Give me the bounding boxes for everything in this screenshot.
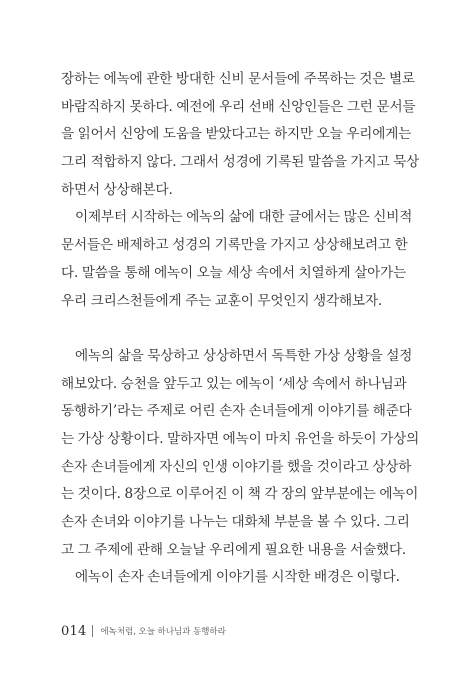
body-line: 에녹이 손자 손녀들에게 이야기를 시작한 배경은 이렇다. — [75, 569, 400, 586]
body-line: 다. 말씀을 통해 에녹이 오늘 세상 속에서 치열하게 살아가는 — [61, 264, 407, 281]
body-line: 우리 크리스천들에게 주는 교훈이 무엇인지 생각해보자. — [61, 292, 383, 309]
page-number: 014 — [61, 623, 87, 639]
body-line: 동행하기’라는 주제로 어린 손자 손녀들에게 이야기를 해준다 — [61, 403, 412, 420]
body-line: 문서들은 배제하고 성경의 기록만을 가지고 상상해보려고 한 — [61, 237, 408, 254]
body-line: 고 그 주제에 관해 오늘날 우리에게 필요한 내용을 서술했다. — [61, 541, 407, 558]
footer-separator — [92, 625, 93, 637]
body-line: 을 읽어서 신앙에 도움을 받았다고는 하지만 오늘 우리에게는 — [61, 126, 412, 143]
body-text — [61, 66, 420, 592]
body-line: 손자 손녀들에게 자신의 인생 이야기를 했을 것이라고 상상하 — [61, 458, 412, 475]
running-title: 에녹처럼, 오늘 하나님과 동행하라 — [100, 627, 226, 637]
body-line: 는 것이다. 8장으로 이루어진 이 책 각 장의 앞부분에는 에녹이 — [61, 486, 419, 503]
body-line: 그리 적합하지 않다. 그래서 성경에 기록된 말씀을 가지고 묵상 — [61, 154, 420, 171]
body-line: 장하는 에녹에 관한 방대한 신비 문서들에 주목하는 것은 별로 — [61, 71, 415, 87]
body-line: 손자 손녀와 이야기를 나누는 대화체 부분을 볼 수 있다. 그리 — [61, 514, 410, 530]
body-line: 하면서 상상해본다. — [61, 181, 173, 198]
page-footer — [61, 621, 226, 641]
body-line: 에녹의 삶을 묵상하고 상상하면서 독특한 가상 상황을 설정 — [75, 347, 413, 364]
body-line: 이제부터 시작하는 에녹의 삶에 대한 글에서는 많은 신비적 — [75, 209, 413, 226]
paragraph-gap — [61, 315, 400, 343]
body-line: 는 가상 상황이다. 말하자면 에녹이 마치 유언을 하듯이 가상의 — [61, 430, 420, 447]
body-line: 바람직하지 못하다. 예전에 우리 선배 신앙인들은 그런 문서들 — [61, 98, 416, 115]
body-line: 해보았다. 승천을 앞두고 있는 에녹이 ‘세상 속에서 하나님과 — [61, 375, 407, 392]
